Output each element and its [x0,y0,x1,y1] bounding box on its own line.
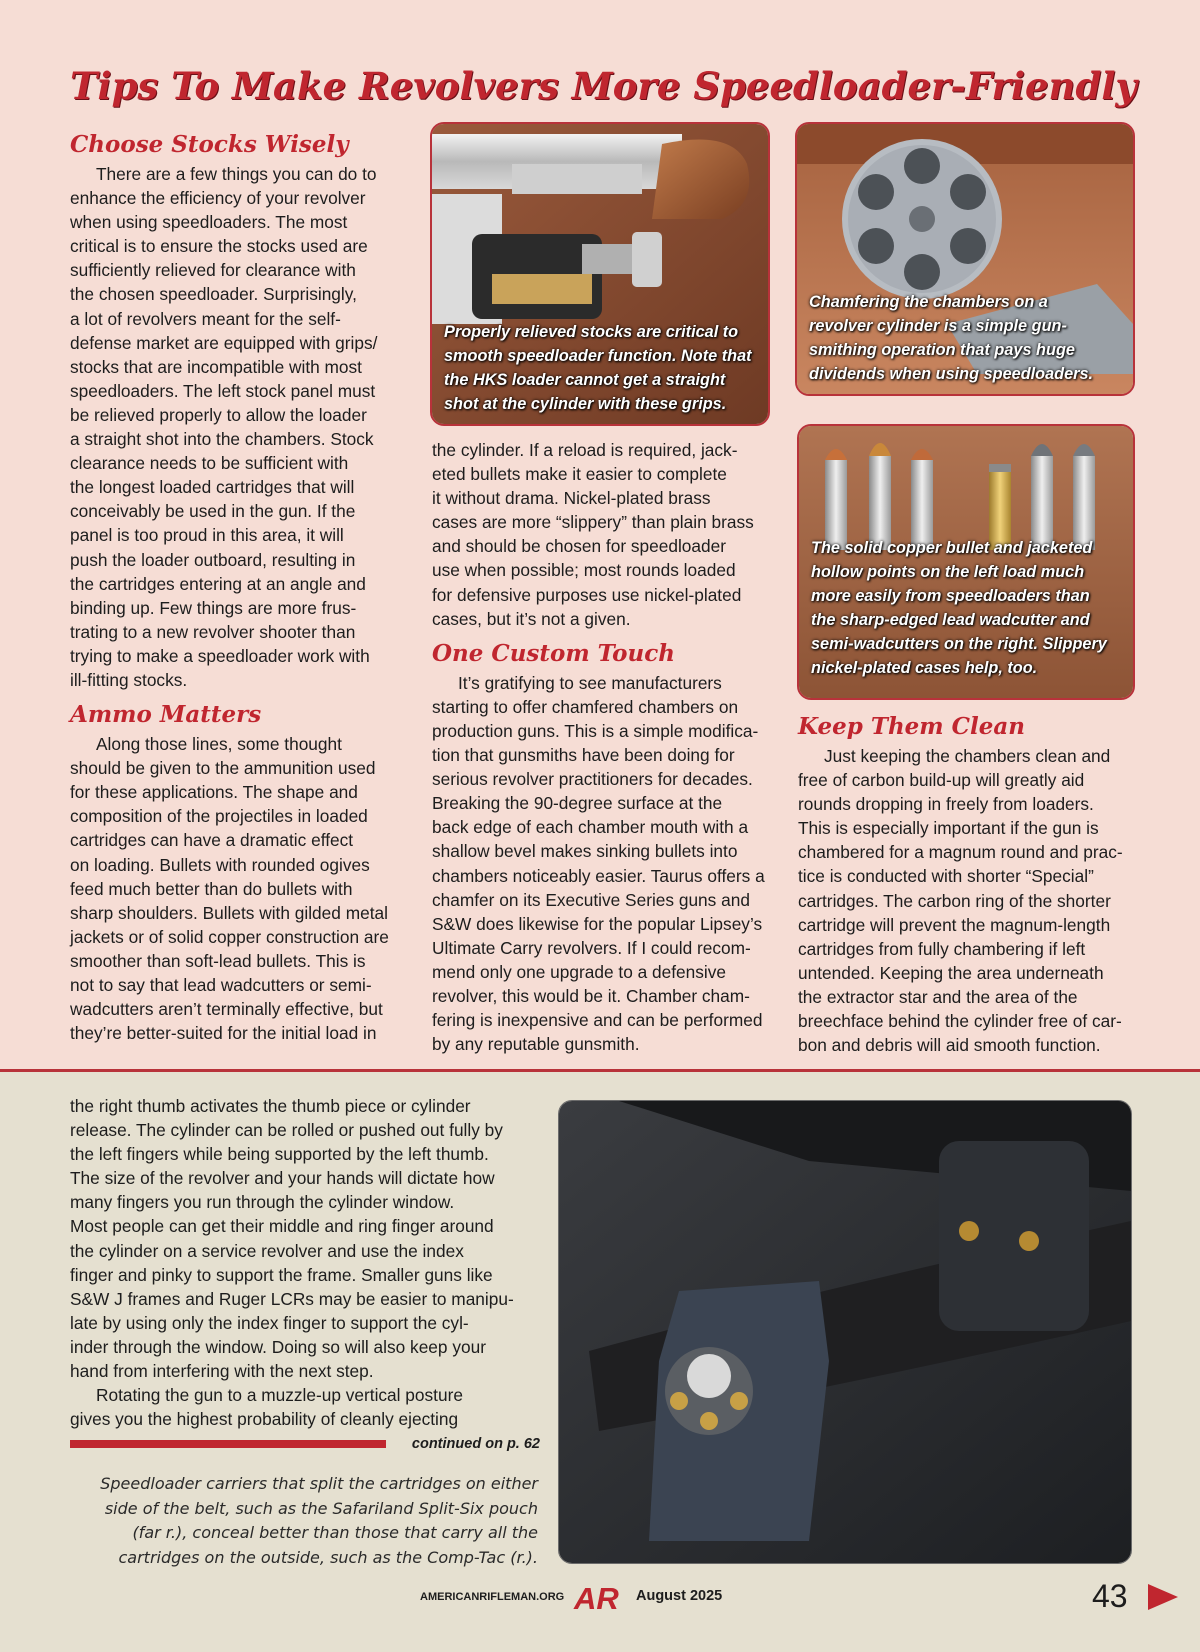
ar-logo-icon [572,1580,628,1614]
photo-stocks [430,122,770,426]
section-divider [0,1069,1200,1072]
caption-carrier: Speedloader carriers that split the cartridges on either side of the belt, such as the Safariland Split-Six pouch (far r.), conceal better than those that carry all the cartridges on the outside, such as the Comp-Tac (r.). [100,1474,538,1567]
next-page-arrow-icon[interactable] [1148,1584,1178,1610]
column-right [798,710,1138,1057]
paragraph-ammo-continued: the cylinder. If a reload is required, jack- eted bullets make it easier to complete it without drama. Nickel-plated brass cases are more “slippery” than plain brass and should be chosen for speedloader use when possible; most rounds loaded for defensive purposes use nickel-plated cases, but it’s not a given. [432,440,754,629]
paragraph-ammo-matters: Along those lines, some thought should be given to the ammunition used for these applications. The shape and composition of the projectiles in loaded cartridges can have a dramatic effect on loading. Bullets with rounded ogives feed much better than do bullets with sharp shoulders. Bullets with gilded metal jackets or of solid copper construction are smoother than soft-lead bullets. This is not to say that lead wadcutters or semi- wadcutters aren’t terminally effective, but they’re better-suited for the initial load in [70,734,389,1044]
footer-website[interactable]: AMERICANRIFLEMAN.ORG [420,1591,565,1603]
column-left [70,128,410,1045]
sidebar-title: Tips To Make Revolvers More Speedloader-Friendly [70,64,1137,108]
caption-stocks: Properly relieved stocks are critical to smooth speedloader function. Note that the HKS loader cannot get a straight shot at the cylinder with these grips. [444,323,752,413]
paragraph-main-2: Rotating the gun to a muzzle-up vertical posture gives you the highest probability of cleanly ejecting [70,1385,463,1430]
heading-choose-stocks: Choose Stocks Wisely [70,131,349,158]
photo-carriers [558,1100,1132,1564]
column-middle [432,438,772,1056]
photo-ammo [797,424,1135,700]
continued-link[interactable]: continued on p. 62 [411,1436,540,1452]
paragraph-choose-stocks: There are a few things you can do to enhance the efficiency of your revolver when using speedloaders. The most critical is to ensure the stocks used are sufficiently relieved for clearance with the chosen speedloader. Surprisingly, a lot of revolvers meant for the self- defense market are equipped with grips/ stocks that are incompatible with most speedloaders. The left stock panel must be relieved properly to allow the loader a straight shot into the chambers. Stock clearance needs to be sufficient with the longest loaded cartridges that will conceivably be used in the gun. If the panel is too proud in this area, it will push the loader outboard, resulting in the cartridges entering at an angle and binding up. Few things are more frus- trating to a new revolver shooter than trying to make a speedloader work with ill-fitting stocks. [70,164,378,690]
paragraph-custom-touch: It’s gratifying to see manufacturers starting to offer chamfered chambers on production guns. This is a simple modifica- tion that gunsmiths have been doing for serious revolver practitioners for decades. Breaking the 90-degree surface at the back edge of each chamber mouth with a shallow bevel makes sinking bullets into chambers noticeably easier. Taurus offers a chamfer on its Executive Series guns and S&W does likewise for the popular Lipsey’s Ultimate Carry revolvers. If I could recom- mend only one upgrade to a defensive revolver, this would be it. Chamber cham- fering is inexpensive and can be performed by any reputable gunsmith. [432,672,765,1055]
footer-date: August 2025 [636,1588,723,1604]
paragraph-main-1: the right thumb activates the thumb piece or cylinder release. The cylinder can be rolled or pushed out fully by the left fingers while being supported by the left thumb. The size of the revolver and your hands will dictate how many fingers you run through the cylinder window. Most people can get their middle and ring finger around the cylinder on a service revolver and use the index finger and pinky to support the frame. Smaller guns like S&W J frames and Ruger LCRs may be easier to manipu- late by using only the index finger to support the cyl- inder through the window. Doing so will also keep your hand from interfering with the next step. [70,1096,514,1382]
paragraph-keep-clean: Just keeping the chambers clean and free of carbon build-up will greatly aid rounds dropping in freely from loaders. This is especially important if the gun is chambered for a magnum round and prac- tice is conducted with shorter “Special” cartridges. The carbon ring of the shorter cartridge will prevent the magnum-length cartridges from fully chambering if left untended. Keeping the area underneath the extractor star and the area of the breechface behind the cylinder free of car- bon and debris will aid smooth function. [798,746,1123,1056]
caption-ammo: The solid copper bullet and jacketed hollow points on the left load much more easily from speedloaders than the sharp-edged lead wadcutter and semi-wadcutters on the right. Slippery nickel-plated cases help, too. [811,539,1107,677]
caption-cylinder: Chamfering the chambers on a revolver cylinder is a simple gun- smithing operation that pays huge dividends when using speedloaders. [809,293,1094,383]
main-article-text [70,1094,540,1431]
carriers-illustration [559,1101,1131,1563]
continued-rule [70,1440,386,1448]
heading-custom-touch: One Custom Touch [432,639,675,667]
page-number: 43 [1092,1578,1128,1614]
heading-ammo-matters: Ammo Matters [70,701,262,729]
heading-keep-clean: Keep Them Clean [798,713,1025,740]
logo-text: AR [574,1581,619,1614]
photo-cylinder [795,122,1135,396]
